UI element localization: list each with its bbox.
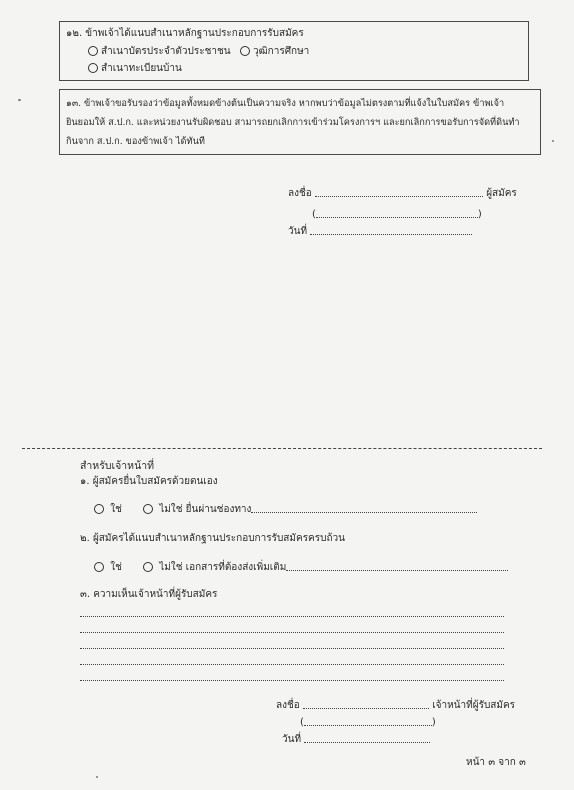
option-id-card[interactable] xyxy=(88,44,231,59)
item13-line2: ยินยอมให้ ส.ป.ก. และหน่วยงานรับผิดชอบ สามารถยกเลิกการเข้าร่วมโครงการฯ และยกเลิกการขอรับการจัดที่ดินทำ xyxy=(66,117,520,128)
applicant-date-line[interactable] xyxy=(288,224,472,239)
officer-name-line[interactable] xyxy=(300,715,436,728)
q2-documents-field[interactable] xyxy=(286,560,508,571)
officer-q3: ๓. ความเห็นเจ้าหน้าที่ผู้รับสมัคร xyxy=(80,589,218,600)
officer-signature-field[interactable] xyxy=(303,698,429,709)
radio-circle-icon[interactable] xyxy=(240,46,250,56)
q2-no-option[interactable] xyxy=(143,560,508,575)
q1-yes-option[interactable] xyxy=(94,502,122,517)
cut-line-divider xyxy=(22,448,542,449)
radio-circle-icon[interactable] xyxy=(88,46,98,56)
option-education[interactable] xyxy=(240,44,309,59)
applicant-role: ผู้สมัคร xyxy=(486,188,517,199)
applicant-signature-field[interactable] xyxy=(315,186,483,197)
officer-sign-label: ลงชื่อ xyxy=(276,700,300,711)
officer-date-label: วันที่ xyxy=(282,734,302,745)
officer-section-heading: สำหรับเจ้าหน้าที่ xyxy=(80,460,155,472)
applicant-date-label: วันที่ xyxy=(288,226,308,237)
item13-line3: กินจาก ส.ป.ก. ของข้าพเจ้า ได้ทันที xyxy=(66,136,205,147)
applicant-paren-close: ) xyxy=(477,209,482,220)
page-number: หน้า ๓ จาก ๓ xyxy=(466,757,526,768)
q1-yes-label: ใช่ xyxy=(110,504,122,515)
option-house-registration[interactable] xyxy=(88,61,182,76)
scan-speck xyxy=(96,776,98,778)
radio-circle-icon[interactable] xyxy=(143,562,153,572)
comment-line[interactable] xyxy=(80,617,504,633)
item13-line1: ๑๓. ข้าพเจ้าขอรับรองว่าข้อมูลทั้งหมดข้างต้นเป็นความจริง หากพบว่าข้อมูลไม่ตรงตามที่แจ้งในใบสมัคร ข้าพเจ้า xyxy=(66,98,505,109)
officer-date-field[interactable] xyxy=(304,732,430,743)
item13-box xyxy=(59,89,541,155)
item12-box xyxy=(59,21,529,81)
applicant-name-field[interactable] xyxy=(316,207,478,218)
applicant-signature-line[interactable] xyxy=(288,186,517,201)
officer-paren-close: ) xyxy=(431,717,436,728)
radio-circle-icon[interactable] xyxy=(94,562,104,572)
q1-no-label: ไม่ใช่ ยื่นผ่านช่องทาง xyxy=(159,504,252,515)
applicant-date-field[interactable] xyxy=(310,224,472,235)
comment-line[interactable] xyxy=(80,649,504,665)
item12-text: ๑๒. ข้าพเจ้าได้แนบสำเนาหลักฐานประกอบการรับสมัคร xyxy=(66,28,304,39)
option-education-label: วุฒิการศึกษา xyxy=(253,46,310,57)
radio-circle-icon[interactable] xyxy=(94,504,104,514)
applicant-paren-open: ( xyxy=(312,209,316,220)
option-house-registration-label: สำเนาทะเบียนบ้าน xyxy=(101,63,182,74)
officer-role: เจ้าหน้าที่ผู้รับสมัคร xyxy=(432,700,516,711)
applicant-sign-label: ลงชื่อ xyxy=(288,188,312,199)
q2-yes-option[interactable] xyxy=(94,560,122,575)
q2-yes-label: ใช่ xyxy=(110,562,122,573)
q1-channel-field[interactable] xyxy=(251,502,477,513)
comment-line[interactable] xyxy=(80,633,504,649)
officer-signature-line[interactable] xyxy=(276,698,515,713)
officer-name-field[interactable] xyxy=(304,715,432,726)
q2-no-label: ไม่ใช่ เอกสารที่ต้องส่งเพิ่มเติม xyxy=(159,562,287,573)
scan-speck xyxy=(552,140,554,142)
applicant-name-line[interactable] xyxy=(312,207,482,220)
officer-paren-open: ( xyxy=(300,717,304,728)
comment-line[interactable] xyxy=(80,665,504,681)
officer-q1: ๑. ผู้สมัครยื่นใบสมัครด้วยตนเอง xyxy=(80,476,218,487)
officer-comment-area[interactable] xyxy=(80,603,504,681)
officer-q2: ๒. ผู้สมัครได้แนบสำเนาหลักฐานประกอบการรับสมัครครบถ้วน xyxy=(80,533,345,544)
scan-speck xyxy=(18,99,21,101)
officer-date-line[interactable] xyxy=(282,732,430,747)
comment-line[interactable] xyxy=(80,603,504,617)
radio-circle-icon[interactable] xyxy=(143,504,153,514)
radio-circle-icon[interactable] xyxy=(88,63,98,73)
option-id-card-label: สำเนาบัตรประจำตัวประชาชน xyxy=(101,46,231,57)
q1-no-option[interactable] xyxy=(143,502,477,517)
